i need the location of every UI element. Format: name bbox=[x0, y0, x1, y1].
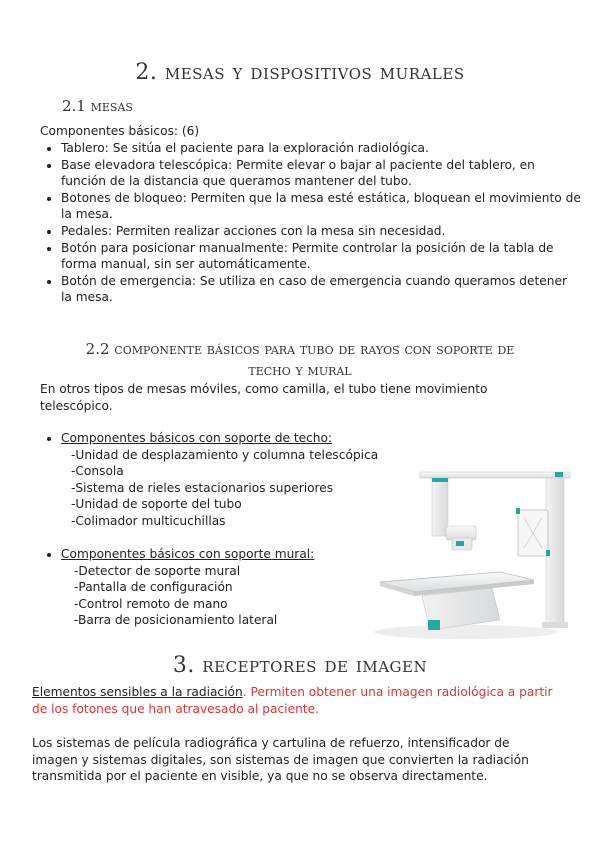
wall-stand-base bbox=[542, 622, 568, 628]
ceiling-components bbox=[40, 430, 401, 530]
list-item: -Consola bbox=[71, 464, 124, 479]
x-ray-table-illustration bbox=[350, 470, 582, 642]
wall-heading: Componentes básicos con soporte mural: bbox=[61, 547, 315, 561]
list-item: -Barra de posicionamiento lateral bbox=[74, 613, 278, 628]
subsection-2-1-title: 2.1 mesas bbox=[62, 97, 133, 115]
lead-period: . bbox=[242, 685, 247, 699]
receptors-definition: Permiten obtener una imagen radiológica a partir de los fotones que han atravesado al paciente. bbox=[32, 685, 553, 716]
components-intro: Componentes básicos: (6) bbox=[40, 124, 200, 138]
ceiling-heading: Componentes básicos con soporte de techo: bbox=[61, 431, 333, 445]
mesa-components-list bbox=[40, 140, 581, 306]
tube-column bbox=[432, 478, 448, 536]
subsection-2-2-title-line2: techo y mural bbox=[248, 361, 352, 379]
ceiling-rail bbox=[420, 472, 570, 478]
list-item: -Unidad de soporte del tubo bbox=[71, 497, 242, 512]
list-item: • Botón para posicionar manualmente: Permite controlar la posición de la tabla de forma manual, sin ser automáticamente. bbox=[61, 240, 581, 273]
section-3-title: 3. receptores de imagen bbox=[172, 653, 428, 678]
receptors-lead bbox=[32, 684, 562, 717]
list-item: -Control remoto de mano bbox=[74, 596, 228, 611]
list-item: • Botones de bloqueo: Permiten que la mesa esté estática, bloquean el movimiento de la mesa. bbox=[61, 190, 581, 223]
mobile-tables-intro: En otros tipos de mesas móviles, como camilla, el tubo tiene movimiento telescópico. bbox=[40, 382, 488, 413]
list-item: • Base elevadora telescópica: Permite elevar o bajar al paciente del tablero, en función de la distancia que queramos mantener del tubo. bbox=[61, 157, 581, 190]
rail-end-cap bbox=[555, 472, 563, 477]
list-item: • Botón de emergencia: Se utiliza en caso de emergencia cuando queramos detener la mesa. bbox=[61, 273, 581, 306]
floor-shadow bbox=[374, 625, 558, 639]
list-item: • Tablero: Se sitúa el paciente para la exploración radiológica. bbox=[61, 140, 581, 157]
subsection-2-2-title-line1: 2.2 componente básicos para tubo de rayos con soporte de bbox=[85, 340, 515, 358]
list-item: • Pedales: Permiten realizar acciones con la mesa sin necesidad. bbox=[61, 223, 581, 240]
collimator-light bbox=[456, 541, 464, 546]
list-item: -Colimador multicuchillas bbox=[71, 513, 226, 528]
column-cap bbox=[432, 478, 448, 482]
subsection-2-2-title bbox=[0, 339, 600, 381]
table-pedal bbox=[428, 620, 440, 630]
sensitive-elements-term: Elementos sensibles a la radiación bbox=[32, 685, 243, 699]
list-item: -Sistema de rieles estacionarios superiores bbox=[71, 480, 334, 495]
list-item: -Unidad de desplazamiento y columna telescópica bbox=[71, 447, 379, 462]
wall-components bbox=[40, 546, 401, 629]
list-item: -Detector de soporte mural bbox=[74, 563, 241, 578]
section-2-title: 2. mesas y dispositivos murales bbox=[135, 60, 465, 85]
list-item: -Pantalla de configuración bbox=[74, 580, 233, 595]
receptor-systems-paragraph: Los sistemas de película radiográfica y cartulina de refuerzo, intensificador de imagen y sistemas digitales, son sistemas de imagen que convierten la radiación transmitida por el paciente en visible, ya que no se observa directamente. bbox=[32, 736, 529, 784]
